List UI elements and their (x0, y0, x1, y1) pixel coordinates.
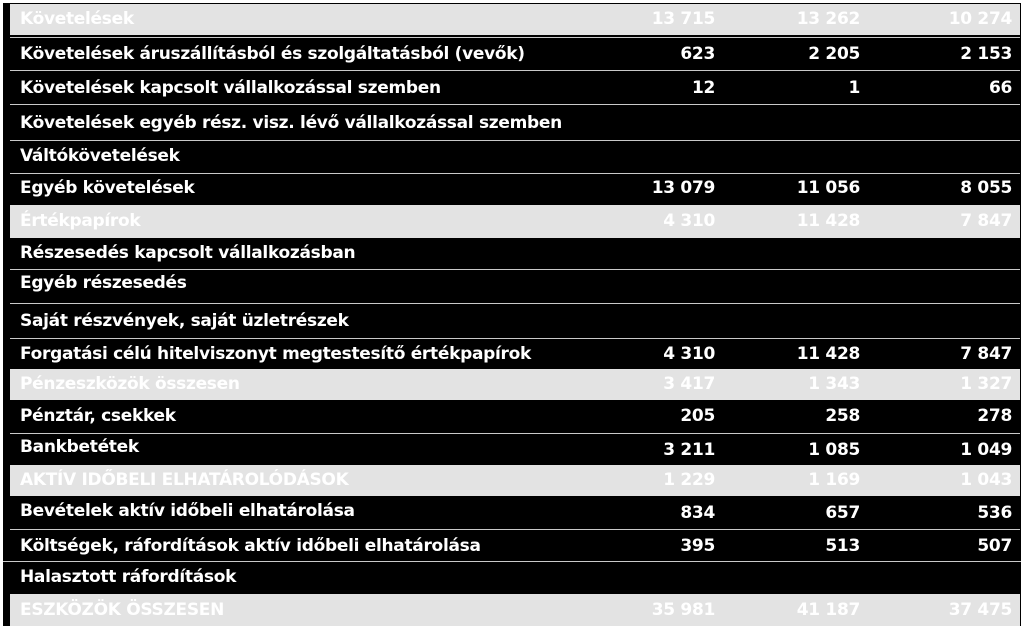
row-label: Követelések kapcsolt vállalkozással szemben (20, 78, 441, 98)
row-label: Költségek, ráfordítások aktív időbeli elhatárolása (20, 536, 481, 556)
value-col-2: 1 (848, 78, 860, 98)
row-label: Követelések (20, 9, 134, 29)
value-col-3: 1 327 (960, 374, 1012, 394)
value-col-3: 1 043 (960, 470, 1012, 490)
value-col-2: 41 187 (796, 600, 860, 620)
value-col-1: 395 (680, 536, 715, 556)
table-row (10, 269, 1020, 303)
value-col-3: 7 847 (960, 211, 1012, 231)
value-col-1: 13 715 (651, 9, 715, 29)
value-col-2: 11 056 (796, 178, 860, 198)
row-label: Forgatási célú hitelviszonyt megtestesítő értékpapírok (20, 344, 531, 364)
value-col-3: 10 274 (948, 9, 1012, 29)
value-col-1: 4 310 (663, 344, 715, 364)
table-row (10, 239, 1020, 269)
row-label: Értékpapírok (20, 211, 141, 231)
value-col-1: 13 079 (651, 178, 715, 198)
table-row (10, 140, 1020, 173)
table-row (10, 205, 1020, 238)
value-col-3: 37 475 (948, 600, 1012, 620)
table-row (10, 70, 1020, 104)
value-col-3: 278 (977, 406, 1012, 426)
table-row (10, 303, 1020, 338)
value-col-2: 2 205 (808, 44, 860, 64)
value-col-1: 1 229 (663, 470, 715, 490)
row-label: Egyéb követelések (20, 178, 195, 198)
value-col-2: 11 428 (796, 344, 860, 364)
table-left-border (0, 0, 3, 626)
row-label: Váltókövetelések (20, 146, 180, 166)
value-col-2: 513 (825, 536, 860, 556)
row-label: Bankbetétek (20, 437, 139, 457)
row-label: Saját részvények, saját üzletrészek (20, 311, 349, 331)
value-col-2: 13 262 (796, 9, 860, 29)
table-row (10, 4, 1020, 35)
row-label: Pénztár, csekkek (20, 406, 176, 426)
table-row (0, 561, 1024, 593)
value-col-2: 258 (825, 406, 860, 426)
table-row (10, 497, 1020, 529)
table-row (10, 369, 1020, 400)
row-label: ESZKÖZÖK ÖSSZESEN (20, 600, 225, 620)
value-col-1: 623 (680, 44, 715, 64)
table-row (10, 465, 1020, 496)
value-col-2: 1 343 (808, 374, 860, 394)
row-label: Halasztott ráfordítások (20, 567, 237, 587)
value-col-1: 4 310 (663, 211, 715, 231)
table-row (10, 433, 1020, 465)
table-row (10, 594, 1020, 626)
value-col-2: 11 428 (796, 211, 860, 231)
row-label: Követelések áruszállításból és szolgáltatásból (vevők) (20, 44, 525, 64)
row-label: Egyéb részesedés (20, 273, 187, 293)
table-top-border (0, 0, 1024, 3)
row-label: AKTÍV IDŐBELI ELHATÁROLÓDÁSOK (20, 470, 349, 490)
value-col-3: 507 (977, 536, 1012, 556)
value-col-1: 3 211 (663, 440, 715, 460)
value-col-1: 35 981 (651, 600, 715, 620)
value-col-2: 1 169 (808, 470, 860, 490)
table-row (10, 104, 1020, 140)
table-row (10, 173, 1020, 205)
table-row (10, 401, 1020, 433)
value-col-1: 3 417 (663, 374, 715, 394)
value-col-3: 536 (977, 503, 1012, 523)
table-row (10, 338, 1020, 369)
value-col-3: 2 153 (960, 44, 1012, 64)
table-row (10, 529, 1020, 561)
row-label: Pénzeszközök összesen (20, 374, 240, 394)
row-label: Bevételek aktív időbeli elhatárolása (20, 501, 355, 521)
value-col-1: 205 (680, 406, 715, 426)
row-label: Részesedés kapcsolt vállalkozásban (20, 243, 356, 263)
value-col-3: 8 055 (960, 178, 1012, 198)
row-label: Követelések egyéb rész. visz. lévő vállalkozással szemben (20, 113, 562, 133)
value-col-3: 66 (988, 78, 1012, 98)
value-col-3: 7 847 (960, 344, 1012, 364)
value-col-2: 657 (825, 503, 860, 523)
value-col-1: 834 (680, 503, 715, 523)
table-row (10, 37, 1020, 70)
value-col-3: 1 049 (960, 440, 1012, 460)
value-col-1: 12 (691, 78, 715, 98)
value-col-2: 1 085 (808, 440, 860, 460)
